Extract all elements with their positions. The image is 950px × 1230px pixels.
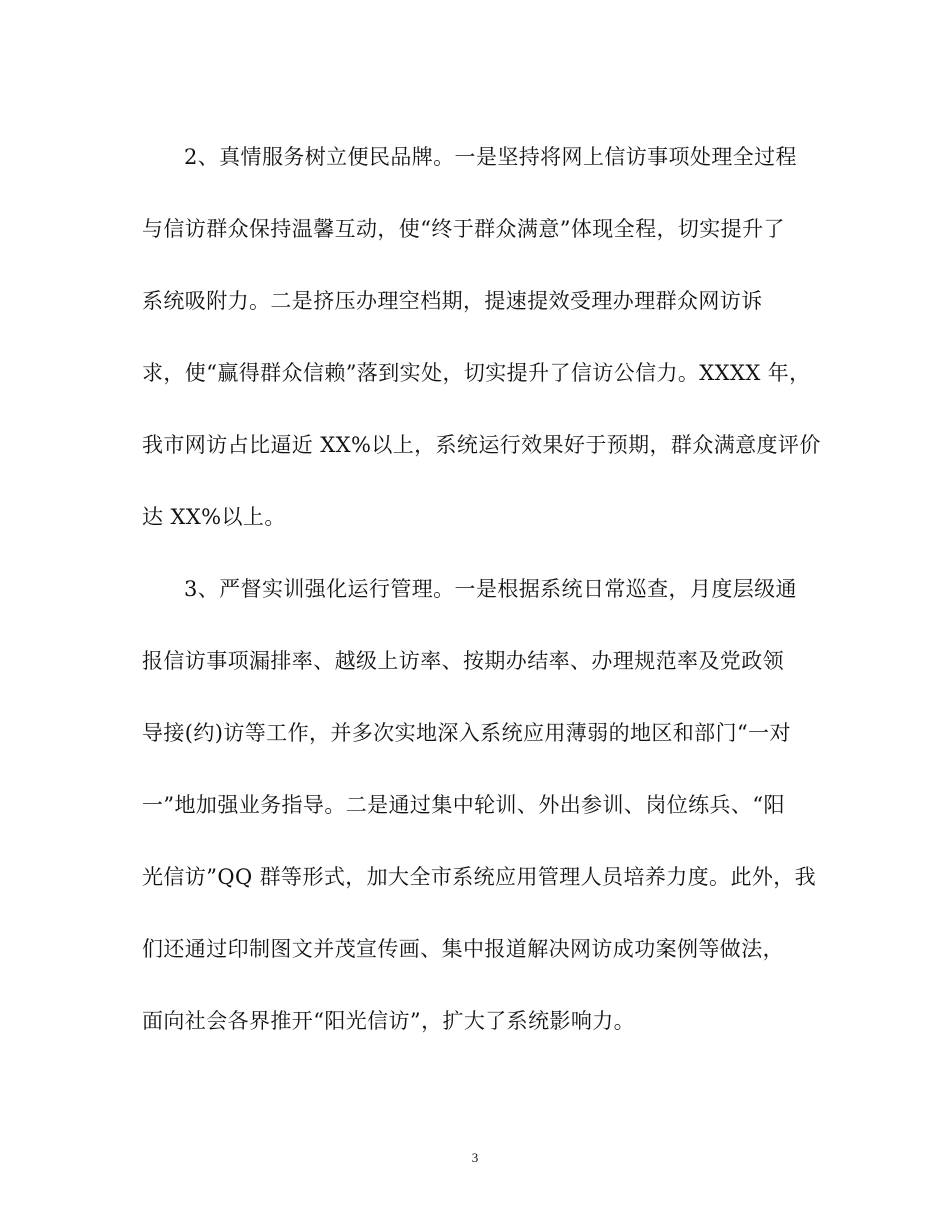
paragraph-2-line-3: 系统吸附力。二是挤压办理空档期，提速提效受理办理群众网访诉	[142, 289, 763, 313]
paragraph-3-line-4: 一”地加强业务指导。二是通过集中轮训、外出参训、岗位练兵、“阳	[142, 793, 785, 817]
paragraph-3-line-7: 面向社会各界推开“阳光信访”，扩大了系统影响力。	[142, 1009, 636, 1033]
paragraph-2-line-1: 2、真情服务树立便民品牌。一是坚持将网上信访事项处理全过程	[184, 145, 797, 169]
paragraph-2-line-4: 求，使“赢得群众信赖”落到实处，切实提升了信访公信力。XXXX 年，	[142, 361, 811, 385]
paragraph-2-line-2: 与信访群众保持温馨互动，使“终于群众满意”体现全程，切实提升了	[142, 217, 785, 241]
paragraph-3-line-5: 光信访”QQ 群等形式，加大全市系统应用管理人员培养力度。此外，我	[142, 865, 817, 889]
paragraph-2-line-5: 我市网访占比逼近 XX%以上，系统运行效果好于预期，群众满意度评价	[142, 433, 821, 457]
paragraph-3-line-2: 报信访事项漏排率、越级上访率、按期办结率、办理规范率及党政领	[142, 649, 784, 673]
paragraph-2-line-6: 达 XX%以上。	[142, 505, 286, 529]
page-number: 3	[471, 1150, 479, 1165]
paragraph-3-line-1: 3、严督实训强化运行管理。一是根据系统日常巡查，月度层级通	[184, 577, 797, 601]
paragraph-3-line-3: 导接(约)访等工作，并多次实地深入系统应用薄弱的地区和部门“一对	[142, 721, 791, 745]
paragraph-3-line-6: 们还通过印制图文并茂宣传画、集中报道解决网访成功案例等做法，	[142, 937, 784, 961]
